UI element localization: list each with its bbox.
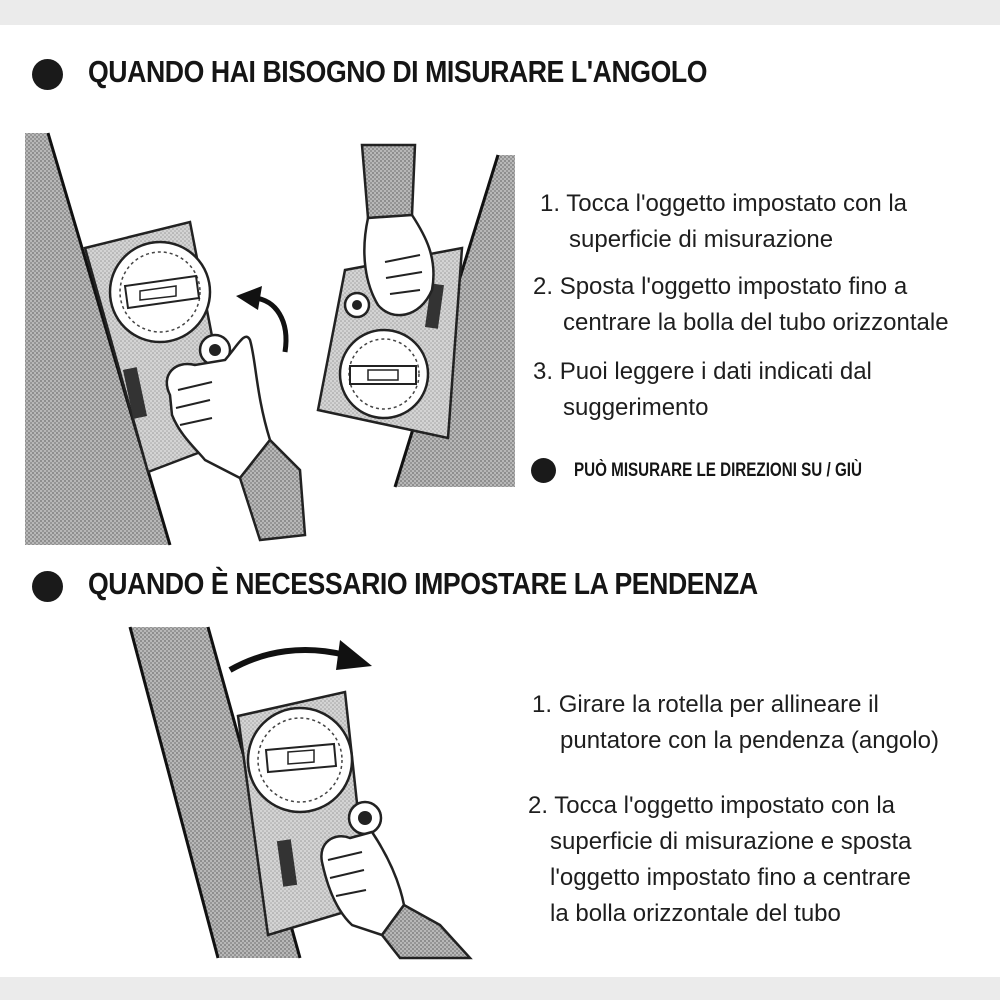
rotate-wheel-arrow-icon [230,640,372,670]
step-text-line1: Sposta l'oggetto impostato fino a [559,273,908,300]
step-number: 1. [540,190,561,217]
step-text-line2: puntatore con la pendenza (angolo) [560,727,939,754]
step-number: 1. [532,691,553,718]
step-text-line2: superficie di misurazione [569,226,834,253]
step-text-line2: superficie di misurazione e sposta [550,828,912,855]
step-number: 3. [533,358,554,385]
hand-slope [321,832,470,958]
step-text-line1: Tocca l'oggetto impostato con la [566,190,908,217]
step-number: 2. [528,792,549,819]
step-text-line4: la bolla orizzontale del tubo [550,900,841,927]
step-text-line3: l'oggetto impostato fino a centrare [550,864,911,891]
section2-heading: QUANDO È NECESSARIO IMPOSTARE LA PENDENZA [88,566,758,601]
step-text-line1: Tocca l'oggetto impostato con la [554,792,896,819]
step-text-line1: Girare la rotella per allineare il [558,691,879,718]
step-text-line2: suggerimento [563,394,709,421]
direction-note: PUÒ MISURARE LE DIREZIONI SU / GIÙ [574,460,862,481]
step-text-line1: Puoi leggere i dati indicati dal [559,358,872,385]
step-number: 2. [533,273,554,300]
step-text-line2: centrare la bolla del tubo orizzontale [563,309,949,336]
section1-heading: QUANDO HAI BISOGNO DI MISURARE L'ANGOLO [88,54,708,89]
section2-step-2 [528,788,912,932]
section2-step-1 [532,687,939,759]
